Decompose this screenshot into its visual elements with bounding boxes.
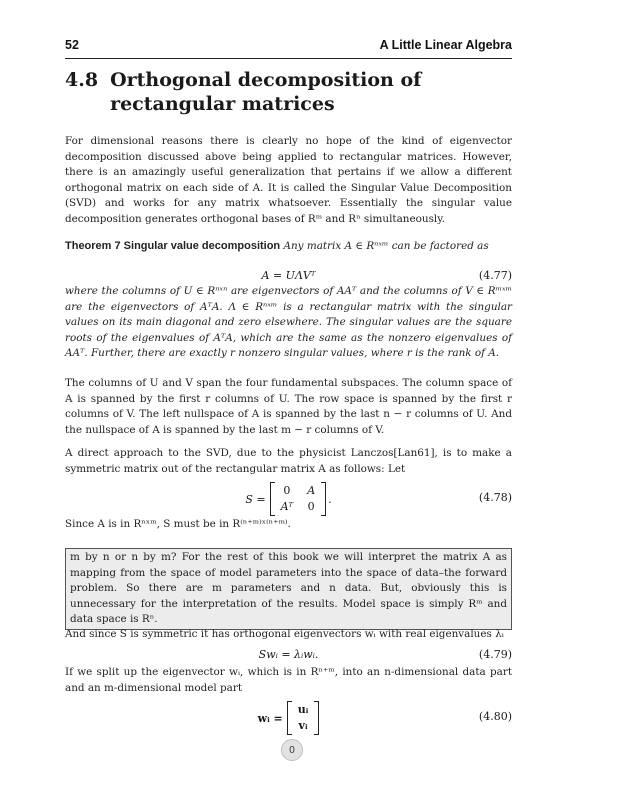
matrix-cell: A (307, 484, 316, 497)
equation-number: (4.79) (478, 648, 512, 661)
theorem-statement (65, 239, 512, 255)
running-head (65, 38, 512, 52)
equation-4-78 (65, 481, 512, 517)
since-line: Since A is in Rⁿˣᵐ, S must be in R⁽ⁿ⁺ᵐ⁾ˣ⁽ⁿ⁺ᵐ⁾. (65, 518, 291, 530)
section-number: 4.8 (65, 69, 99, 91)
matrix-cell: 0 (307, 500, 315, 513)
theorem-intro: Any matrix A ∈ Rⁿˣᵐ can be factored as (283, 240, 489, 252)
equation-expression: Swᵢ = λᵢwᵢ. (258, 648, 319, 661)
theorem-body: where the columns of U ∈ Rⁿˣⁿ are eigenvectors of AAᵀ and the columns of V ∈ Rᵐˣᵐ are the eigenvectors of AᵀA. Λ ∈ Rⁿˣᵐ is a rectangular matrix with the singular values on its main diagonal and zero elsewhere. The singular values are the square roots of the eigenvalues of AᵀA, which are the same as the nonzero eigenvalues of AAᵀ. Further, there are exactly r nonzero singular values, where r is the rank of A. (65, 285, 512, 360)
header-rule (65, 58, 512, 59)
equation-number: (4.80) (478, 710, 512, 723)
column-vector (287, 701, 320, 735)
theorem-label: Theorem 7 Singular value decomposition (65, 240, 281, 252)
equation-number: (4.78) (478, 491, 512, 504)
section-heading (65, 68, 512, 116)
section-title: Orthogonal decomposition of rectangular matrices (110, 69, 422, 115)
subspaces-paragraph: The columns of U and V span the four fundamental subspaces. The column space of A is spanned by the first r columns of U. The row space is spanned by the first r columns of V. The left nullspace of A is spanned by the last n − r columns of U. And the nullspace of A is spanned by the last m − r columns of V. (65, 377, 512, 436)
equation-lhs: wᵢ = (257, 711, 283, 725)
equation-number: (4.77) (478, 269, 512, 282)
page-number: 52 (65, 38, 79, 52)
right-bracket (321, 482, 326, 516)
note-box: m by n or n by m? For the rest of this book we will interpret the matrix A as mapping from the space of model parameters into the space of data–the forward problem. So there are m parameters and n data. But, obviously this is unnecessary for the interpretation of the results. Model space is simply Rᵐ and data space is Rⁿ. (65, 548, 512, 630)
eigen-line: And since S is symmetric it has orthogonal eigenvectors wᵢ with real eigenvalues λᵢ (65, 628, 504, 640)
equation-trail: . (328, 492, 332, 506)
equation-expression: A = UΛVᵀ (261, 269, 316, 282)
block-matrix (270, 482, 327, 516)
equation-4-80 (65, 700, 512, 736)
book-title: A Little Linear Algebra (379, 38, 512, 52)
right-bracket (314, 701, 319, 735)
equation-lhs: S = (245, 492, 266, 506)
page-marker-badge[interactable]: 0 (281, 739, 303, 761)
vector-cell: uᵢ (297, 703, 309, 716)
vector-cell: vᵢ (298, 719, 308, 732)
intro-paragraph: For dimensional reasons there is clearly no hope of the kind of eigenvector decomposition discussed above being applied to rectangular matrices. However, there is an amazingly useful generalization that pertains if we allow a different orthogonal matrix on each side of A. It is called the Singular Value Decomposition (SVD) and works for any matrix whatsoever. Essentially the singular value decomposition generates orthogonal bases of Rᵐ and Rⁿ simultaneously. (65, 135, 512, 225)
lanczos-paragraph: A direct approach to the SVD, due to the physicist Lanczos[Lan61], is to make a symmetric matrix out of the rectangular matrix A as follows: Let (65, 447, 512, 475)
matrix-cell: Aᵀ (280, 500, 294, 513)
matrix-cell: 0 (283, 484, 291, 497)
split-paragraph: If we split up the eigenvector wᵢ, which is in Rⁿ⁺ᵐ, into an n-dimensional data part and an m-dimensional model part (65, 666, 512, 694)
